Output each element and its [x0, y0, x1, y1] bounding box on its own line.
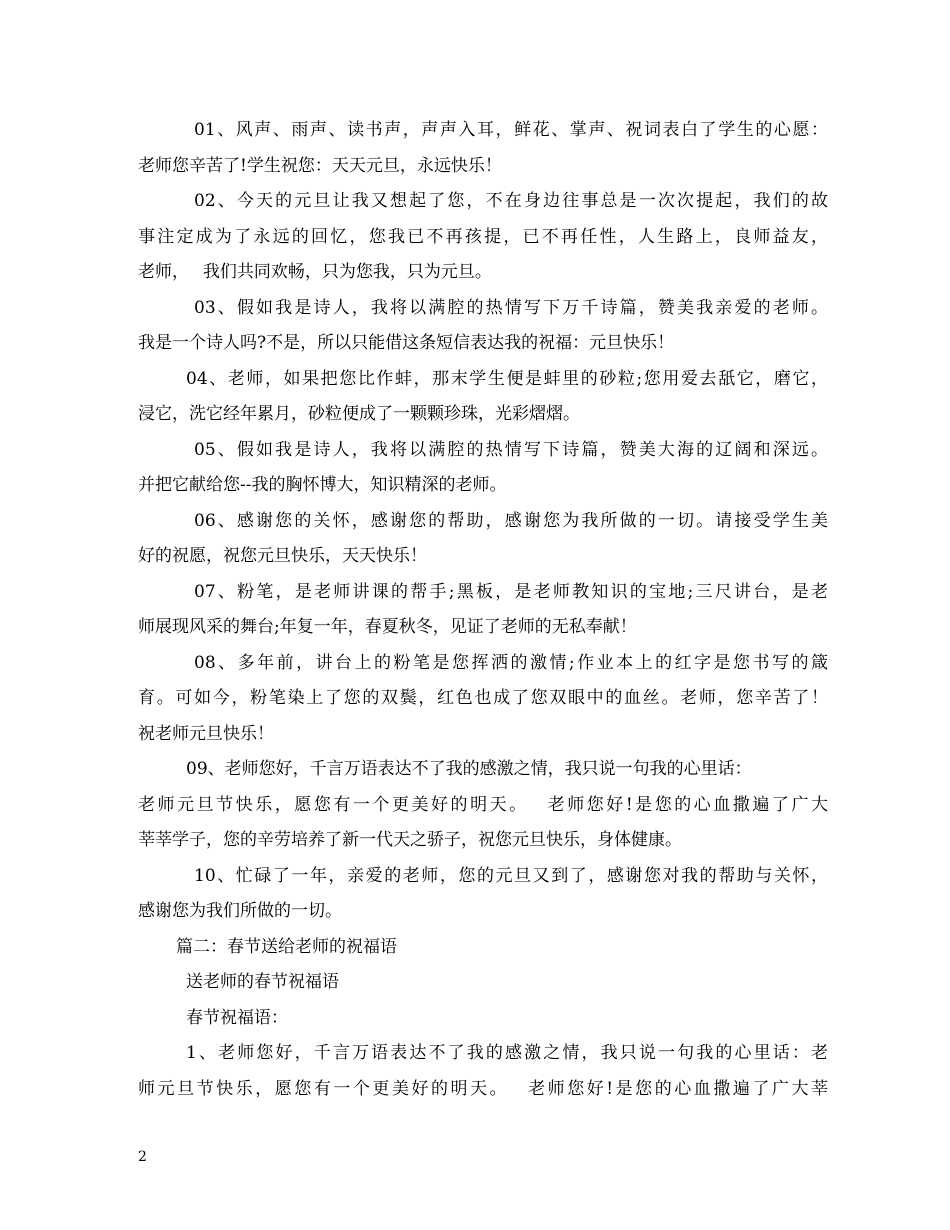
text-line: 09、老师您好，千言万语表达不了我的感激之情，我只说一句我的心里话： [186, 759, 752, 779]
document-body [138, 113, 828, 1107]
text-line: 祝老师元旦快乐！ [138, 723, 274, 744]
text-line: 事注定成为了永远的回忆，您我已不再孩提，已不再任性，人生路上，良师益友， [138, 226, 828, 247]
text-line: 05、假如我是诗人，我将以满腔的热情写下诗篇，赞美大海的辽阔和深远。 [194, 439, 828, 460]
text-line: 篇二：春节送给老师的祝福语 [176, 936, 397, 957]
page-number: 2 [138, 1149, 147, 1165]
text-line: 并把它献给您--我的胸怀博大，知识精深的老师。 [138, 475, 507, 495]
text-line: 04、老师，如果把您比作蚌，那末学生便是蚌里的砂粒;您用爱去舐它，磨它， [186, 368, 828, 389]
text-line: 07、粉笔，是老师讲课的帮手;黑板，是老师教知识的宝地;三尺讲台，是老 [194, 581, 828, 602]
text-line: 02、今天的元旦让我又想起了您，不在身边往事总是一次次提起，我们的故 [194, 191, 828, 211]
text-line: 01、风声、雨声、读书声，声声入耳，鲜花、掌声、祝词表白了学生的心愿： [194, 120, 828, 140]
text-line: 老师， 我们共同欢畅，只为您我，只为元旦。 [138, 262, 492, 282]
text-line: 感谢您为我们所做的一切。 [138, 901, 342, 921]
text-line: 08、多年前，讲台上的粉笔是您挥洒的激情;作业本上的红字是您书写的箴 [194, 652, 828, 673]
text-line: 浸它，洗它经年累月，砂粒便成了一颗颗珍珠，光彩熠熠。 [138, 404, 580, 424]
text-line: 06、感谢您的关怀，感谢您的帮助，感谢您为我所做的一切。请接受学生美 [194, 510, 828, 531]
text-line: 莘莘学子，您的辛劳培养了新一代天之骄子，祝您元旦快乐，身体健康。 [138, 830, 682, 850]
text-line: 1、老师您好，千言万语表达不了我的感激之情，我只说一句我的心里话：老 [186, 1043, 828, 1063]
text-line: 我是一个诗人吗?不是，所以只能借这条短信表达我的祝福：元旦快乐！ [138, 333, 675, 353]
text-line: 10、忙碌了一年，亲爱的老师，您的元旦又到了，感谢您对我的帮助与关怀， [194, 865, 828, 886]
text-line: 送老师的春节祝福语 [186, 972, 339, 992]
text-line: 老师元旦节快乐，愿您有一个更美好的明天。 老师您好!是您的心血撒遍了广大 [138, 794, 828, 815]
text-line: 春节祝福语： [186, 1007, 288, 1028]
text-line: 育。可如今，粉笔染上了您的双鬓，红色也成了您双眼中的血丝。老师，您辛苦了！ [138, 688, 828, 708]
text-line: 师展现风采的舞台;年复一年，春夏秋冬，见证了老师的无私奉献！ [138, 617, 637, 637]
text-line: 好的祝愿，祝您元旦快乐，天天快乐！ [138, 546, 427, 566]
text-line: 师元旦节快乐，愿您有一个更美好的明天。 老师您好!是您的心血撒遍了广大莘 [138, 1078, 828, 1099]
text-line: 老师您辛苦了!学生祝您：天天元旦，永远快乐！ [138, 155, 502, 176]
text-line: 03、假如我是诗人，我将以满腔的热情写下万千诗篇，赞美我亲爱的老师。 [194, 297, 828, 318]
